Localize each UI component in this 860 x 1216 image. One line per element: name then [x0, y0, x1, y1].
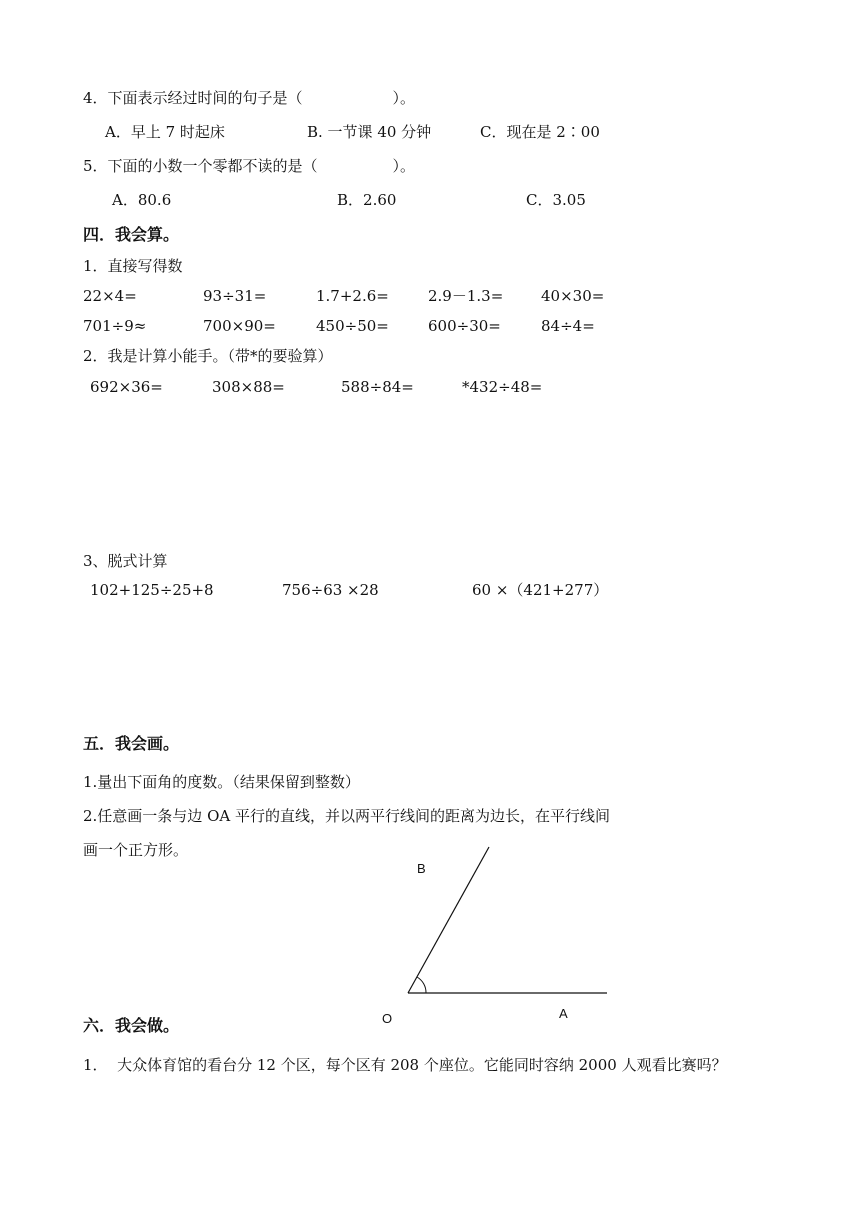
calc-item: 450÷50=	[316, 317, 389, 335]
draw-task-2: 2.任意画一条与边 OA 平行的直线，并以两平行线间的距离为边长，在平行线间	[83, 807, 610, 825]
stepwise-calc-item: 756÷63 ×28	[282, 581, 379, 599]
calc-item: 600÷30=	[428, 317, 501, 335]
q4-option-b: B. 一节课 40 分钟	[307, 123, 432, 141]
angle-diagram	[370, 835, 630, 1030]
draw-task-2-cont: 画一个正方形。	[83, 841, 189, 859]
label-b: B	[417, 861, 426, 876]
vertical-calc-item: *432÷48=	[462, 378, 543, 396]
section4-heading: 四．我会算。	[83, 225, 180, 244]
vertical-calc-item: 692×36=	[90, 378, 163, 396]
q4-stem: 4．下面表示经过时间的句子是（ ）。	[83, 89, 416, 107]
calc-item: 22×4=	[83, 287, 137, 305]
q5-option-b: B．2.60	[337, 191, 397, 209]
draw-task-1: 1.量出下面角的度数。（结果保留到整数）	[83, 773, 360, 791]
calc-item: 2.9－1.3=	[428, 287, 504, 305]
label-o: O	[382, 1011, 393, 1026]
calc-item: 93÷31=	[203, 287, 267, 305]
q5-option-a: A．80.6	[112, 191, 172, 209]
q4-option-a: A．早上 7 时起床	[105, 123, 225, 141]
stepwise-calc-item: 102+125÷25+8	[90, 581, 214, 599]
calc-item: 701÷9≈	[83, 317, 147, 335]
calc-item: 84÷4=	[541, 317, 595, 335]
calc-item: 1.7+2.6=	[316, 287, 389, 305]
stepwise-calc-item: 60 ×（421+277）	[472, 581, 609, 599]
calc-item: 700×90=	[203, 317, 276, 335]
q5-stem: 5．下面的小数一个零都不读的是（ ）。	[83, 157, 416, 175]
word-problem-1: 1． 大众体育馆的看台分 12 个区，每个区有 208 个座位。它能同时容纳 2000 人观看比赛吗？	[83, 1056, 727, 1074]
p2-title: 2．我是计算小能手。（带*的要验算）	[83, 347, 333, 365]
section5-heading: 五．我会画。	[83, 734, 180, 753]
vertical-calc-item: 588÷84=	[341, 378, 414, 396]
q4-option-c: C．现在是 2∶00	[480, 123, 600, 141]
p1-title: 1．直接写得数	[83, 257, 183, 275]
angle-arc	[417, 977, 426, 993]
label-a: A	[559, 1006, 568, 1021]
q5-option-c: C．3.05	[526, 191, 586, 209]
calc-item: 40×30=	[541, 287, 605, 305]
vertical-calc-item: 308×88=	[212, 378, 285, 396]
section6-heading: 六．我会做。	[83, 1016, 180, 1035]
p3-title: 3、脱式计算	[83, 552, 168, 570]
